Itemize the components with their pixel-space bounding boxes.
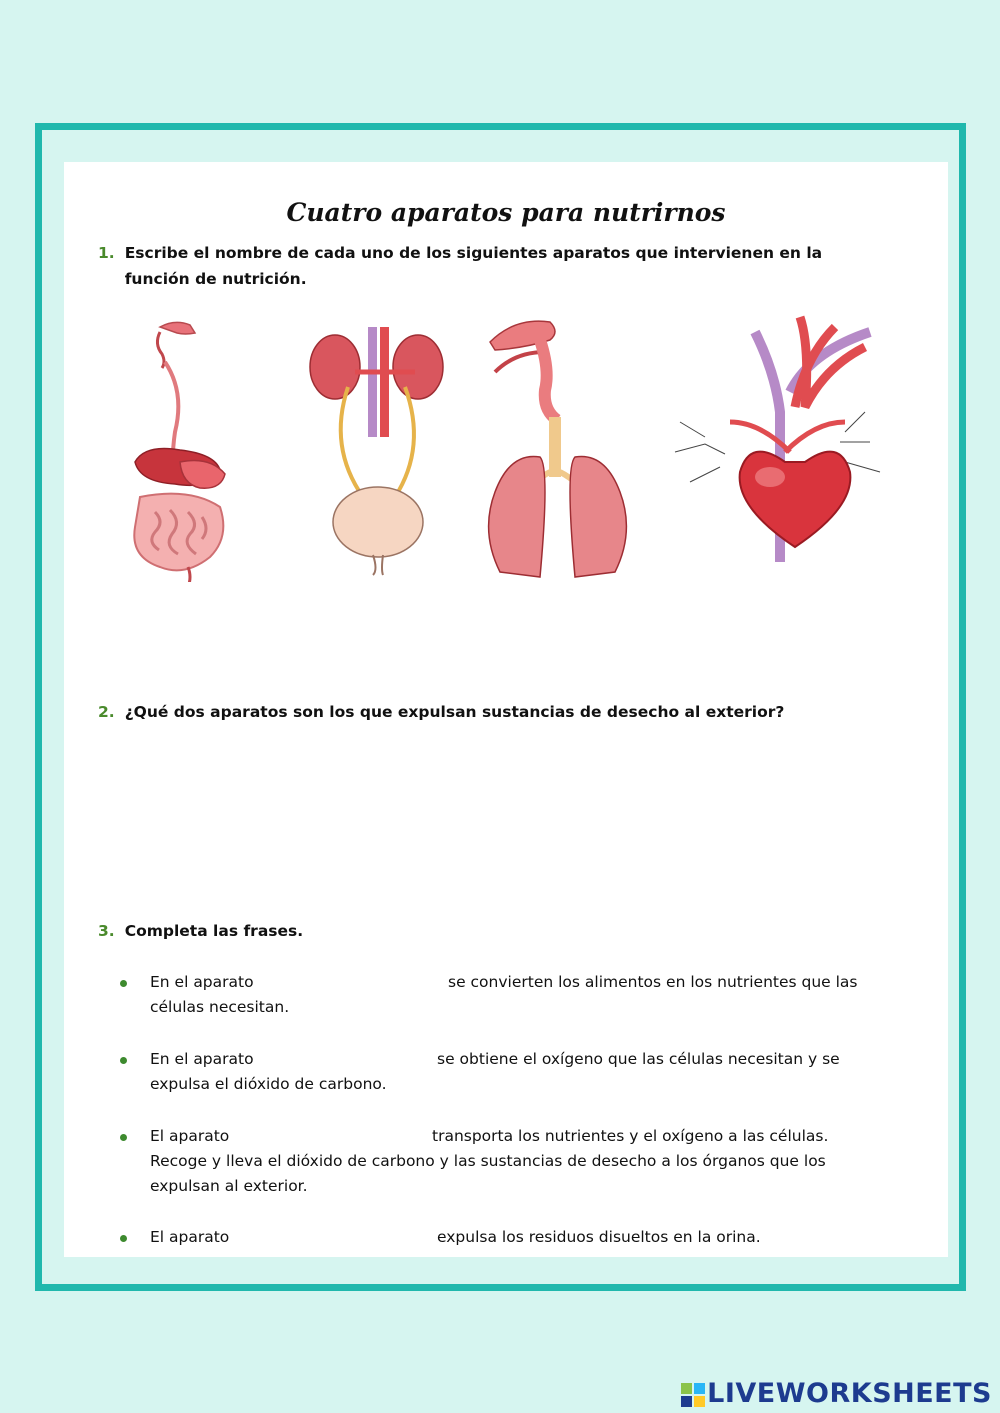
organ-systems-illustrations: [110, 312, 890, 592]
sentence-rest: se convierten los alimentos en los nutrientes que las: [448, 973, 858, 991]
brand-name: LIVEWORKSHEETS: [707, 1378, 992, 1409]
sentence-start: El aparato: [150, 1228, 230, 1246]
worksheet-frame: [35, 123, 966, 1291]
question-1: [98, 240, 898, 292]
question-text: Escribe el nombre de cada uno de los siguientes aparatos que intervienen en la función de nutrición.: [124, 244, 823, 288]
sentence-start: El aparato: [150, 1127, 230, 1145]
bullet-dot: [120, 1057, 127, 1064]
sentence-rest: transporta los nutrientes y el oxígeno a las células.: [432, 1127, 829, 1145]
liveworksheets-logo-icon: [681, 1383, 705, 1407]
bullet-dot: [120, 1134, 127, 1141]
sentence-line2: Recoge y lleva el dióxido de carbono y las sustancias de desecho a los órganos que los: [150, 1152, 826, 1170]
sentence-start: En el aparato: [150, 973, 254, 991]
question-number: 1.: [98, 244, 115, 262]
bullet-dot: [120, 1235, 127, 1242]
question-text: Completa las frases.: [124, 922, 304, 940]
question-2: [98, 699, 784, 725]
page-title: Cuatro aparatos para nutrirnos: [286, 198, 726, 227]
sentence-rest: se obtiene el oxígeno que las células necesitan y se: [437, 1050, 840, 1068]
digestive-system-illustration: [110, 312, 260, 582]
sentence-line3: expulsan al exterior.: [150, 1177, 308, 1195]
liveworksheets-logo: [681, 1378, 992, 1409]
sentence-rest: expulsa los residuos disueltos en la orina.: [437, 1228, 761, 1246]
worksheet-page: [64, 162, 948, 1257]
excretory-system-illustration: [300, 312, 450, 582]
question-number: 3.: [98, 922, 115, 940]
circulatory-system-illustration: [670, 312, 890, 582]
sentence-line2: células necesitan.: [150, 998, 290, 1016]
question-number: 2.: [98, 703, 115, 721]
bullet-dot: [120, 980, 127, 987]
respiratory-system-illustration: [480, 312, 640, 582]
question-text: ¿Qué dos aparatos son los que expulsan sustancias de desecho al exterior?: [124, 703, 785, 721]
sentence-start: En el aparato: [150, 1050, 254, 1068]
question-3: [98, 918, 303, 944]
sentence-line2: expulsa el dióxido de carbono.: [150, 1075, 387, 1093]
